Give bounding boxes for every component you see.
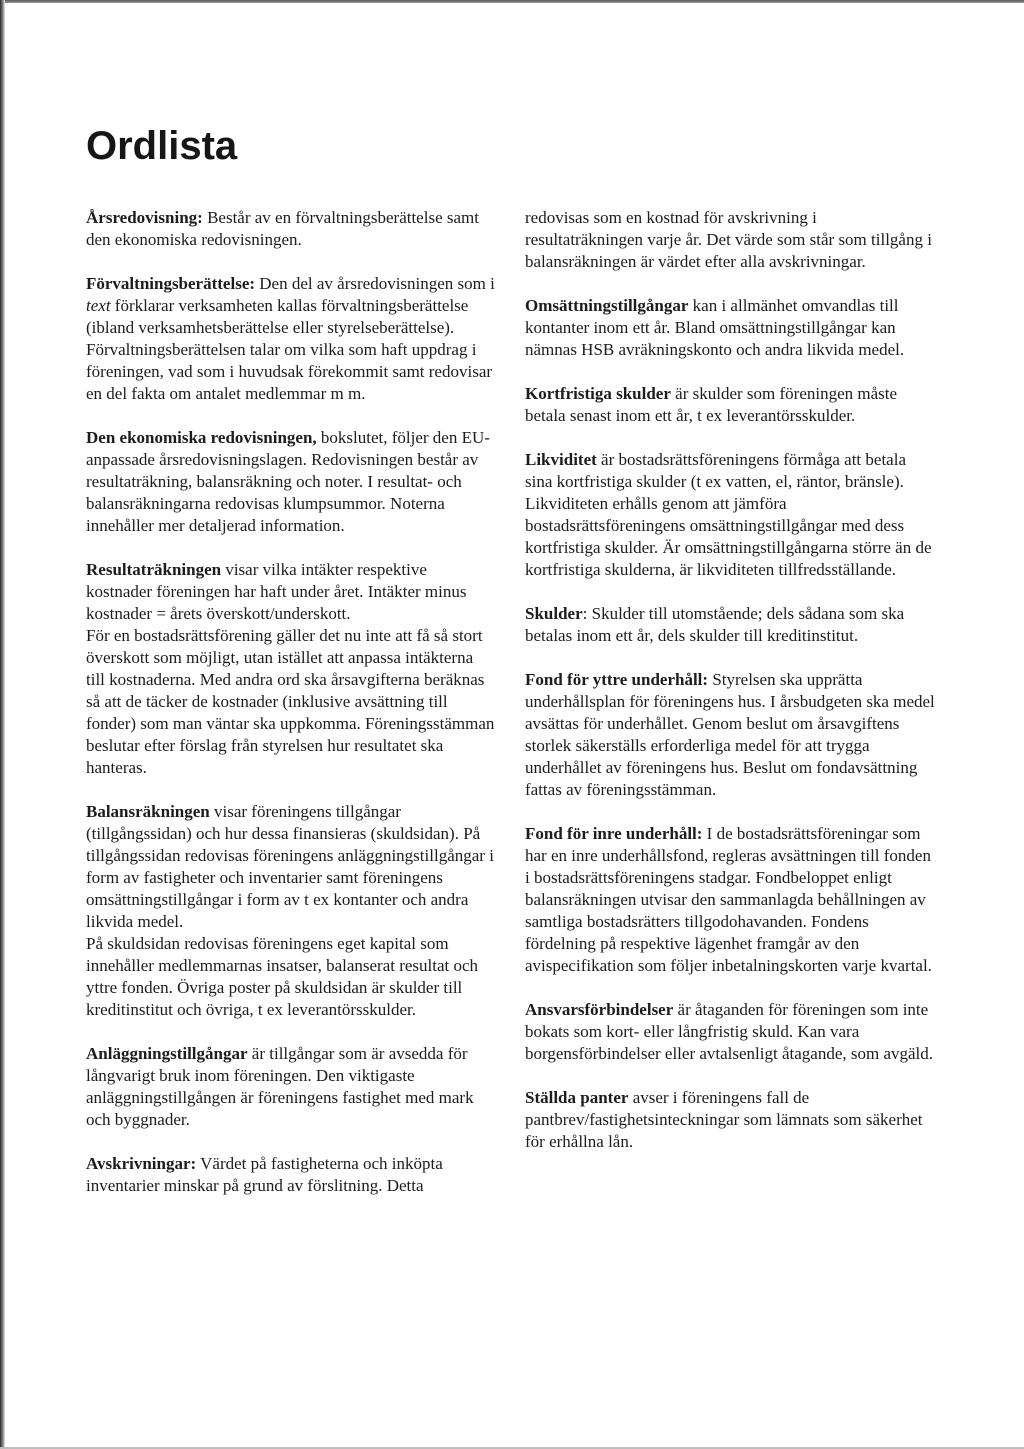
term-label: Resultaträkningen bbox=[86, 560, 222, 579]
entry-resultatrakningen bbox=[86, 559, 496, 779]
page-title: Ordlista bbox=[86, 124, 238, 168]
entry-forvaltningsberattelse bbox=[86, 273, 496, 405]
term-label: Balansräkningen bbox=[86, 802, 210, 821]
entry-text: är skulder som föreningen måste betala senast inom ett år, t ex leverantörsskulder. bbox=[525, 384, 898, 425]
entry-text-italic: text bbox=[86, 296, 111, 315]
entry-text: Värdet på fastigheterna och inköpta inventarier minskar på grund av förslitning. Detta bbox=[86, 1154, 443, 1195]
entry-text: visar vilka intäkter respektive kostnader föreningen har haft under året. Intäkter minus kostnader = årets överskott/underskott. bbox=[86, 560, 467, 623]
entry-stallda-panter bbox=[525, 1087, 935, 1153]
entry-likviditet bbox=[525, 449, 935, 581]
entry-kortfristiga-skulder bbox=[525, 383, 935, 427]
term-label: Omsättningstillgångar bbox=[525, 296, 689, 315]
term-label: Årsredovisning: bbox=[86, 208, 203, 227]
entry-balansrakningen bbox=[86, 801, 496, 1021]
term-label: Ansvarsförbindelser bbox=[525, 1000, 674, 1019]
entry-text: Styrelsen ska upprätta underhållsplan för föreningens hus. I årsbudgeten ska medel avsättas för underhållet. Genom beslut om årsavgiftens storlek säkerställs erforderliga medel för att trygga underhållet av föreningens hus. Beslut om fondavsättning fattas av föreningsstämman. bbox=[525, 670, 935, 799]
term-label: Förvaltningsberättelse: bbox=[86, 274, 256, 293]
entry-fond-yttre-underhall bbox=[525, 669, 935, 801]
entry-ekonomiska-redovisningen bbox=[86, 427, 496, 537]
entry-text: : Skulder till utomstående; dels sådana som ska betalas inom ett år, dels skulder till kreditinstitut. bbox=[525, 604, 905, 645]
glossary-left-column bbox=[86, 207, 496, 1219]
entry-fond-inre-underhall bbox=[525, 823, 935, 977]
entry-text: Består av en förvaltningsberättelse samt den ekonomiska redovisningen. bbox=[86, 208, 479, 249]
term-label: Skulder bbox=[525, 604, 583, 623]
entry-text: är åtaganden för föreningen som inte bokats som kort- eller långfristig skuld. Kan vara borgensförbindelser eller avtalsenligt åtagande, som avgäld. bbox=[525, 1000, 934, 1063]
scan-left-edge bbox=[0, 0, 5, 1449]
entry-text: är tillgångar som är avsedda för långvarigt bruk inom föreningen. Den viktigaste anläggningstillgången är föreningens fastighet med mark och byggnader. bbox=[86, 1044, 474, 1129]
entry-text: redovisas som en kostnad för avskrivning i resultaträkningen varje år. Det värde som står som tillgång i balansräkningen är värdet efter alla avskrivningar. bbox=[525, 208, 932, 271]
entry-text: bokslutet, följer den EU-anpassade årsredovisningslagen. Redovisningen består av resultaträkning, balansräkning och noter. I resultat- och balansräkningarna redovisas klumpsummor. Noterna innehåller mer detaljerad information. bbox=[86, 428, 490, 535]
entry-ansvarsforbindelser bbox=[525, 999, 935, 1065]
term-label: Fond för yttre underhåll: bbox=[525, 670, 709, 689]
term-label: Anläggningstillgångar bbox=[86, 1044, 248, 1063]
term-label: Likviditet bbox=[525, 450, 597, 469]
entry-text: förklarar verksamheten kallas förvaltningsberättelse (ibland verksamhetsberättelse eller styrelseberättelse). Förvaltningsberättelsen talar om vilka som haft uppdrag i föreningen, vad som i huvudsak förekommit samt redovisar en del fakta om antalet medlemmar m m. bbox=[86, 296, 493, 403]
term-label: Den ekonomiska redovisningen, bbox=[86, 428, 317, 447]
entry-text: avser i föreningens fall de pantbrev/fastighetsinteckningar som lämnats som säkerhet för erhållna lån. bbox=[525, 1088, 923, 1151]
scan-top-edge bbox=[0, 0, 1024, 3]
entry-avskrivningar-continued bbox=[525, 207, 935, 273]
entry-avskrivningar bbox=[86, 1153, 496, 1197]
entry-text: I de bostadsrättsföreningar som har en inre underhållsfond, regleras avsättningen till fonden i bostadsrättsföreningens stadgar. Fondbeloppet enligt balansräkningen utvisar den sammanlagda behållningen av samtliga bostadsrätters tillgodohavanden. Fondens fördelning på respektive lägenhet framgår av den avispecifikation som följer inbetalningskorten varje kvartal. bbox=[525, 824, 932, 975]
term-label: Kortfristiga skulder bbox=[525, 384, 671, 403]
entry-omsattningstillgangar bbox=[525, 295, 935, 361]
entry-text: För en bostadsrättsförening gäller det nu inte att få så stort överskott som möjligt, utan istället att anpassa intäkterna till kostnaderna. Med andra ord ska årsavgifterna beräknas så att de täcker de kostnader (inklusive avsättning till fonder) som man väntar ska uppkomma. Föreningsstämman beslutar efter förslag från styrelsen hur resultatet ska hanteras. bbox=[86, 626, 495, 777]
entry-text: är bostadsrättsföreningens förmåga att betala sina kortfristiga skulder (t ex vatten, el, räntor, bränsle). Likviditeten erhålls genom att jämföra bostadsrättsföreningens omsättningstillgångar med dess kortfristiga skulder. Är omsättningstillgångarna större än de kortfristiga skulderna, är likviditeten tillfredsställande. bbox=[525, 450, 932, 579]
term-label: Avskrivningar: bbox=[86, 1154, 197, 1173]
entry-text: visar föreningens tillgångar (tillgångssidan) och hur dessa finansieras (skuldsidan). På tillgångssidan redovisas föreningens anläggningstillgångar i form av fastigheter och inventarier samt föreningens omsättningstillgångar i form av t ex kontanter och andra likvida medel. bbox=[86, 802, 494, 931]
entry-text: Den del av årsredovisningen som i bbox=[259, 274, 495, 293]
entry-arsredovisning bbox=[86, 207, 496, 251]
entry-text: På skuldsidan redovisas föreningens eget kapital som innehåller medlemmarnas insatser, balanserat resultat och yttre fonden. Övriga poster på skuldsidan är skulder till kreditinstitut och övriga, t ex leverantörsskulder. bbox=[86, 934, 479, 1019]
entry-text: kan i allmänhet omvandlas till kontanter inom ett år. Bland omsättningstillgångar kan nämnas HSB avräkningskonto och andra likvida medel. bbox=[525, 296, 905, 359]
glossary-right-column bbox=[525, 207, 935, 1175]
term-label: Fond för inre underhåll: bbox=[525, 824, 703, 843]
entry-skulder bbox=[525, 603, 935, 647]
term-label: Ställda panter bbox=[525, 1088, 629, 1107]
entry-anlaggningstillgangar bbox=[86, 1043, 496, 1131]
